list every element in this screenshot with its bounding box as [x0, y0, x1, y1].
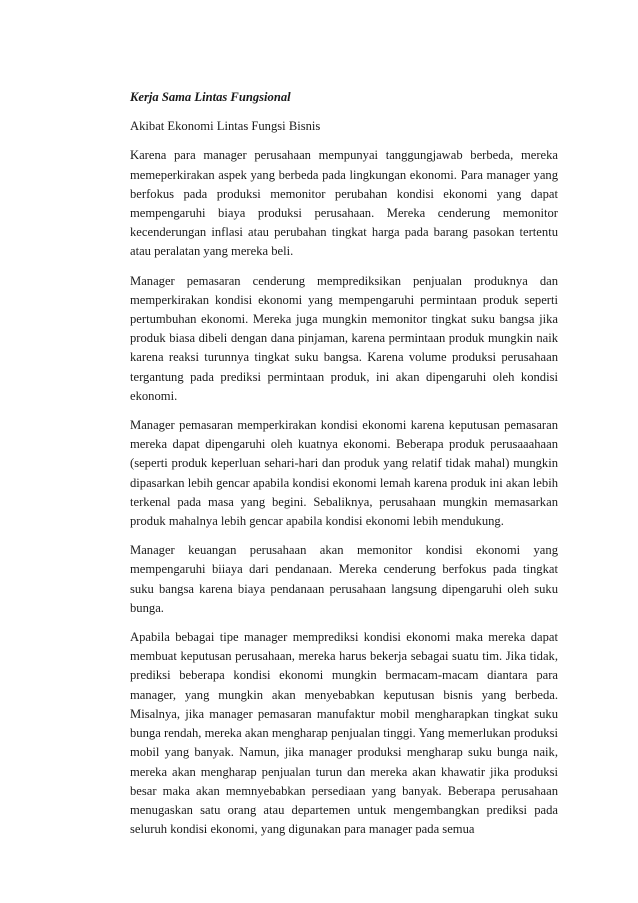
- paragraph-teamwork: Apabila bebagai tipe manager memprediksi kondisi ekonomi maka mereka dapat membuat keputusan perusahaan, mereka harus bekerja sebagai suatu tim. Jika tidak, prediksi beberapa kondisi ekonomi mungkin bermacam-macam diantara para manager, yang mungkin akan menyebabkan keputusan bisnis yang berbeda. Misalnya, jika manager pemasaran manufaktur mobil mengharapkan tingkat suku bunga rendah, mereka akan mengharap penjualan tinggi. Yang memerlukan produksi mobil yang banyak. Namun, jika manager produksi mengharap suku bunga naik, mereka akan mengharap penjualan turun dan mereka akan khawatir jika produksi besar maka akan memnyebabkan persediaan yang banyak. Beberapa perusahaan menugaskan satu orang atau departemen untuk mengembangkan prediksi pada seluruh kondisi ekonomi, yang digunakan para manager pada semua: [130, 630, 558, 837]
- paragraph-finance: Manager keuangan perusahaan akan memonitor kondisi ekonomi yang mempengaruhi biiaya dari pendanaan. Mereka cenderung berfokus pada tingkat suku bangsa karena biaya pendanaan perusahaan langsung dipengaruhi oleh suku bunga.: [130, 543, 558, 615]
- paragraph-marketing-prediction: Manager pemasaran cenderung memprediksikan penjualan produknya dan memperkirakan kondisi ekonomi yang mempengaruhi permintaan produk seperti pertumbuhan ekonomi. Mereka juga mungkin memonitor tingkat suku bangsa jika produk biasa dibeli dengan dana pinjaman, karena permintaan produk mungkin naik karena reaksi turunnya tingkat suku bangsa. Karena volume produksi perusahaan tergantung pada prediksi permintaan produk, ini akan dipengaruhi oleh kondisi ekonomi.: [130, 273, 558, 403]
- document-page: [130, 88, 558, 849]
- document-title: Kerja Sama Lintas Fungsional: [130, 90, 291, 104]
- document-subtitle: Akibat Ekonomi Lintas Fungsi Bisnis: [130, 119, 321, 134]
- paragraph-marketing-decisions: Manager pemasaran memperkirakan kondisi ekonomi karena keputusan pemasaran mereka dapat dipengaruhi oleh kuatnya ekonomi. Beberapa produk perusaaahaan (seperti produk keperluan sehari-hari dan produk yang relatif tidak mahal) mungkin dipasarkan lebih gencar apabila kondisi ekonomi lemah karena produk ini akan lebih terkenal pada masa yang begini. Sebaliknya, perusahaan mungkin memasarkan produk mahalnya lebih gencar apabila kondisi ekonomi lebih mendukung.: [130, 418, 558, 529]
- paragraph-production: Karena para manager perusahaan mempunyai tanggungjawab berbeda, mereka memeperkirakan aspek yang berbeda pada lingkungan ekonomi. Para manager yang berfokus pada produksi memonitor perubahan kondisi ekonomi yang dapat mempengaruhi biaya produksi perusahaan. Mereka cenderung memonitor kecenderungan inflasi atau perubahan tingkat harga pada barang pasokan tertentu atau peralatan yang mereka beli.: [130, 148, 558, 259]
